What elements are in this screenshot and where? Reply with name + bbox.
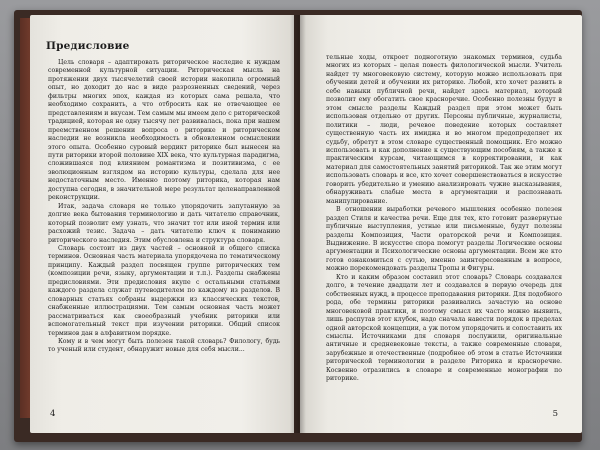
paragraph: Итак, задача словаря не только упорядочить запутанную за долгие века бытования терминологию и дать читателю справочник, который позволит ему узнать, что значит тот или иной термин или расхожий тезис. Задача – дать читателю ключ к пониманию риторического наследия. Этим обусловлена и структура словаря. [48,202,280,244]
book-gutter-shadow [290,15,306,433]
paragraph: Словарь состоит из двух частей – основной и общего списка терминов. Основная часть материала упорядочена по тематическому принципу. Каждый раздел посвящен группе риторических тем (композиции речи, языку, аргументации и т.п.). Разделы снабжены предисловиями. Эти предисловия вкупе с остальными статьями каждого раздела служат путеводителем по каждому из разделов. В словарных статьях собраны выдержки из классических текстов, снабженные иллюстрациями. Тем самым основная часть может рассматриваться как своеобразный учебник риторики или вспомогательный текст при изучении риторики. Общий список терминов дан в алфавитном порядке. [48,244,280,337]
paragraph: Цель словаря – адаптировать риторическое наследие к нуждам современной культурной ситуации. Риторическая мысль на протяжении двух тысячелетий своей истории накопила огромный опыт, но доходит до нас в виде разрозненных сведений, через фильтры многих эпох, каждая из которых сама решала, что необходимо сохранить, а что отбросить как не отвечающее ее представлениям и вкусам. Тем самым мы имеем дело с риторической традицией, которая не одну тысячу лет развивалась, пока при нашем преемственном решении вопроса о риторике и риторическом наследии не возникла необходимость в обновленном осмыслении этого опыта. Особенно суровый вердикт риторике был вынесен на пути риторики второй половине XIX века, что культурная парадигма, сложившаяся под влиянием романтизма и позитивизма, с ее эволюционным взглядом на историю культуры, сделала для нее недостаточным место. Именно поэтому риторика, которая нам доступна сегодня, в значительной мере результат целенаправленной реконструкции. [48,59,280,202]
right-page [300,15,582,433]
paragraph: тельные ходы, откроет подноготную знакомых терминов, судьба многих из которых – целая повесть филологической мысли. Учитель найдет ту многовековую систему, которую можно использовать при обучении детей и обучении их риторике. Любой, кто хочет развить в себе навыки публичной речи, найдет здесь материал, который позволит ему обогатить свое красноречие. Особенно полезны будут в этом смысле разделы Каждый раздел при этом может быть использован отдельно от других. Персоны публичные, журналисты, политики – люди, речевое поведение которых составляет существенную часть их имиджа и во многом предопределяет их судьбу, обретут в этом словаре существенный помощник. Его можно использовать и как дополнение к существующим пособиям, а также к практическим курсам, читающимся в корректировании, и как материал для самостоятельных занятий риторикой. Так же этим могут использовать словарь и все, кто хочет совершенствоваться в искусстве говорить убедительно и умению анализировать чужие высказывания, обнаруживать слабые места в аргументации и распознавать манипулирование. [326,54,562,205]
paragraph: В отношении выработки речевого мышления особенно полезен раздел Стиля и качества речи. Еще для тех, кто готовит развернутые публичные выступления, устные или письменные, будут полезны разделы Композиция, Части ораторской речи и Композиция. Выдвижение. В искусстве спора помогут разделы Логические основы аргументации и Психологические основы аргументации. Всем же кто готов ознакомиться с сутью, именно заинтересованным в вопросе, можно порекомендовать разделы Тропы и Фигуры. [326,206,562,273]
right-page-text [326,54,562,384]
paragraph: Кому и в чем могут быть полезен такой словарь? Филологу, будь то ученый или студент, обнаружит новые для себя мысли... [48,337,280,354]
left-page-text [48,59,280,355]
left-page [30,15,294,433]
page-number-right: 5 [552,409,558,419]
page-heading: Предисловие [46,40,130,52]
page-number-left: 4 [50,409,56,419]
paragraph: Кто и каким образом составил этот словарь? Словарь создавался долго, в течение двадцати лет и создавался в первую очередь для собственных нужд, в процессе преподавания риторики. Для подобного рода, обе термины риторики развивались зачастую на основе многовековой практики, и поэтому смысл их часто можно выявить, лишь распутав этот клубок, надо сначала навести порядок в пределах одной авторской концепции, а уж потом упорядочить и сопоставить их смыслы. Источниками для словаря послужили, оригинальные античные и средневековые тексты, а также современные словари, зарубежные и отечественные (подробнее об этом в статье Источники риторической терминологии в разделе Риторика и красноречие. Косвенно отразились в словаре и современные монографии по риторике. [326,273,562,383]
